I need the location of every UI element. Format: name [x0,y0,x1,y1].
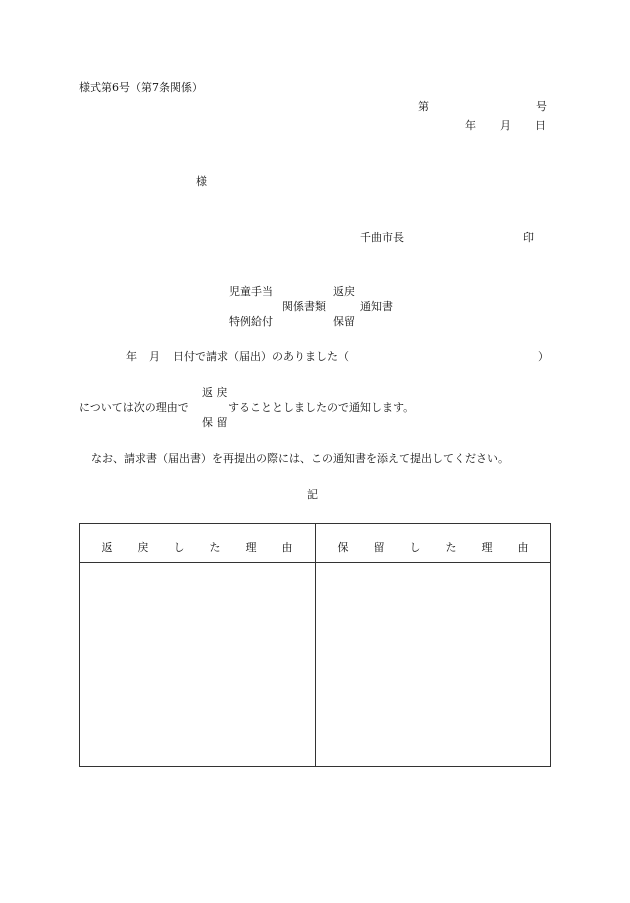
reason-option-hold: 保 留 [202,416,228,429]
number-suffix: 号 [536,100,547,113]
subject-notice: 通知書 [360,300,393,313]
subject-return: 返戻 [333,285,355,298]
request-month: 月 [149,350,160,363]
subject-hold: 保留 [333,315,355,328]
subject-related-documents: 関係書類 [282,300,326,313]
date-day: 日 [535,119,546,132]
request-close-paren: ） [538,350,549,363]
return-reason-header: 返 戻 し た 理 由 [101,541,294,554]
reason-text-before: については次の理由で [79,401,189,414]
seal-mark: 印 [523,231,534,244]
form-id: 様式第6号（第7条関係） [79,81,203,94]
hold-reason-header: 保 留 し た 理 由 [337,541,530,554]
return-reason-cell[interactable] [80,563,314,766]
subject-child-allowance: 児童手当 [229,285,273,298]
addressee-suffix: 様 [196,175,207,188]
number-prefix: 第 [418,100,429,113]
resubmit-note: なお、請求書（届出書）を再提出の際には、この通知書を添えて提出してください。 [91,452,509,465]
date-month: 月 [500,119,511,132]
reason-option-return: 返 戻 [202,386,228,399]
sender-title: 千曲市長 [360,231,404,244]
hold-reason-cell[interactable] [316,563,550,766]
reason-table [79,523,551,767]
ki-marker: 記 [307,488,318,501]
subject-special-benefit: 特例給付 [229,315,273,328]
date-year: 年 [465,119,476,132]
request-day-text: 日付で請求（届出）のありました（ [173,350,349,363]
reason-text-after: することとしましたので通知します。 [228,401,415,414]
request-year: 年 [126,350,137,363]
